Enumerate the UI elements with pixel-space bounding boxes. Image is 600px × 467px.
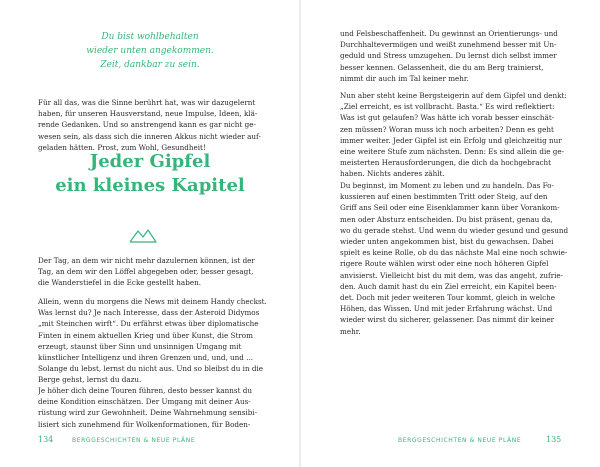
running-footer-right: BERGGESCHICHTEN & NEUE PLÄNE xyxy=(398,437,522,444)
heading-line: Jeder Gipfel xyxy=(89,151,211,172)
text-line: Du beginnst, im Moment zu leben und zu handeln. Das Fo- xyxy=(340,181,554,190)
text-line: und Felsbeschaffenheit. Du gewinnst an Orientierungs- und xyxy=(340,29,558,38)
right-paragraph-3 xyxy=(340,180,570,337)
text-line: Nun aber steht keine Bergsteigerin auf dem Gipfel und denkt: xyxy=(340,91,567,100)
text-line: lisiert sich zunehmend für Wolkenformationen, für Boden- xyxy=(38,419,251,429)
text-line: wesen sein, als dass sich die inneren Akkus nicht wieder auf- xyxy=(38,131,261,141)
text-line: den. Auch damit hast du ein Ziel erreicht, ein Kapitel been- xyxy=(340,281,557,291)
text-line: „mit Steinchen wirft“. Du erfährst etwas über diplomatische xyxy=(38,319,259,329)
text-line: rende Gedanken. Und so anstrengend kann es gar nicht ge- xyxy=(38,120,256,130)
quote-line: Zeit, dankbar zu sein. xyxy=(100,60,200,70)
text-line: Allein, wenn du morgens die News mit deinem Handy checkst. xyxy=(38,297,267,306)
text-line: wieder wirst du sicherer, gelassener. Das nimmt dir keiner xyxy=(340,315,555,325)
text-line: Was ist gut gelaufen? Was hätte ich vorab besser einschät- xyxy=(340,113,555,123)
text-line: geduld und Stress umzugehen. Du lernst dich selbst immer xyxy=(340,51,557,61)
text-line: haben. Nichts anderes zählt. xyxy=(340,169,445,179)
text-line: rüstung wird zur Gewohnheit. Deine Wahrnehmung sensibi- xyxy=(38,408,258,418)
text-line: kussieren auf einen bestimmten Tritt oder Steig, auf den xyxy=(340,192,548,202)
text-line: Griff ans Seil oder eine Eisenklammer kann über Vorankom- xyxy=(340,203,560,213)
text-line: immer weiter. Jeder Gipfel ist ein Erfolg und gleichzeitig nur xyxy=(340,135,562,145)
text-line: „Ziel erreicht, es ist vollbracht. Basta.“ Es wird reflektiert: xyxy=(340,102,555,112)
text-line: spielt es keine Rolle, ob du das nächste Mal eine noch schwie- xyxy=(340,248,568,258)
left-paragraph-2 xyxy=(38,255,268,289)
page-number-left: 134 xyxy=(38,435,54,444)
text-line: Finten in einem aktuellen Krieg und über Kunst, die Strom xyxy=(38,330,253,340)
text-line: erzeugt, staunst über Sinn und unsinnigen Umgang mit xyxy=(38,341,242,351)
text-line: mehr. xyxy=(340,326,361,336)
left-paragraph-1 xyxy=(38,97,268,153)
text-line: wo du gerade stehst. Und wenn du wieder gesund und gesund xyxy=(340,225,569,235)
text-line: wieder unten angekommen bist, bist du gewachsen. Dabei xyxy=(340,237,554,247)
text-line: deine Kondition einschätzen. Der Umgang mit deiner Aus- xyxy=(38,397,251,407)
section-heading xyxy=(38,150,262,198)
text-line: Je höher dich deine Touren führen, desto besser kannst du xyxy=(38,386,252,395)
heading-line: ein kleines Kapitel xyxy=(55,175,245,196)
text-line: zen müssen? Woran muss ich noch arbeiten? Denn es geht xyxy=(340,124,554,134)
mountain-icon xyxy=(129,227,157,243)
text-line: eine weitere Stufe zum nächsten. Denn: Es sind allein die ge- xyxy=(340,147,565,157)
text-line: Für all das, was die Sinne berührt hat, was wir dazugelernt xyxy=(38,98,256,107)
text-line: haben, für unseren Hausverstand, neue Impulse, Ideen, klä- xyxy=(38,109,258,119)
text-line: men oder Absturz entscheiden. Du bist präsent, genau da, xyxy=(340,214,553,224)
text-line: Solange du lebst, lernst du nicht aus. Und so bleibst du in die xyxy=(38,364,264,374)
text-line: Der Tag, an dem wir nicht mehr dazulernen können, ist der xyxy=(38,256,255,265)
left-paragraph-3 xyxy=(38,296,268,386)
text-line: Was lernst du? Je nach Interesse, dass der Asteroid Didymos xyxy=(38,308,260,318)
pull-quote xyxy=(38,30,262,72)
text-line: künstlicher Intelligenz und ihren Grenzen und, und, und ... xyxy=(38,353,254,363)
text-line: nimmt dir auch im Tal keiner mehr. xyxy=(340,73,469,83)
text-line: Durchhaltevermögen und weißt zunehmend besser mit Un- xyxy=(340,40,557,50)
quote-line: wieder unten angekommen. xyxy=(86,46,214,56)
text-line: Berge gehst, lernst du dazu. xyxy=(38,375,142,385)
text-line: rigere Route wählen wirst oder eine noch höheren Gipfel xyxy=(340,259,549,269)
right-paragraph-1 xyxy=(340,28,570,84)
text-line: det. Doch mit jeder weiteren Tour kommt, gleich in welche xyxy=(340,293,556,303)
right-paragraph-2 xyxy=(340,90,570,180)
left-paragraph-4 xyxy=(38,385,268,430)
quote-line: Du bist wohlbehalten xyxy=(101,32,199,42)
text-line: besser kennen. Gelassenheit, die du am Berg trainierst, xyxy=(340,62,544,72)
text-line: anvisierst. Vielleicht bist du mit dem, was das angeht, zufrie- xyxy=(340,270,564,280)
text-line: geladen hätten. Prost, zum Wohl, Gesundheit! xyxy=(38,142,206,152)
text-line: die Wanderstiefel in die Ecke gestellt haben. xyxy=(38,278,201,288)
text-line: meisterten Herausforderungen, die dich da hochgebracht xyxy=(340,158,552,168)
page-number-right: 135 xyxy=(546,435,562,444)
text-line: Tag, an dem wir den Löffel abgegeben oder, besser gesagt, xyxy=(38,267,254,277)
text-line: Höhen, das Wissen. Und mit jeder Erfahrung wächst. Und xyxy=(340,304,553,314)
running-footer-left: BERGGESCHICHTEN & NEUE PLÄNE xyxy=(72,437,196,444)
